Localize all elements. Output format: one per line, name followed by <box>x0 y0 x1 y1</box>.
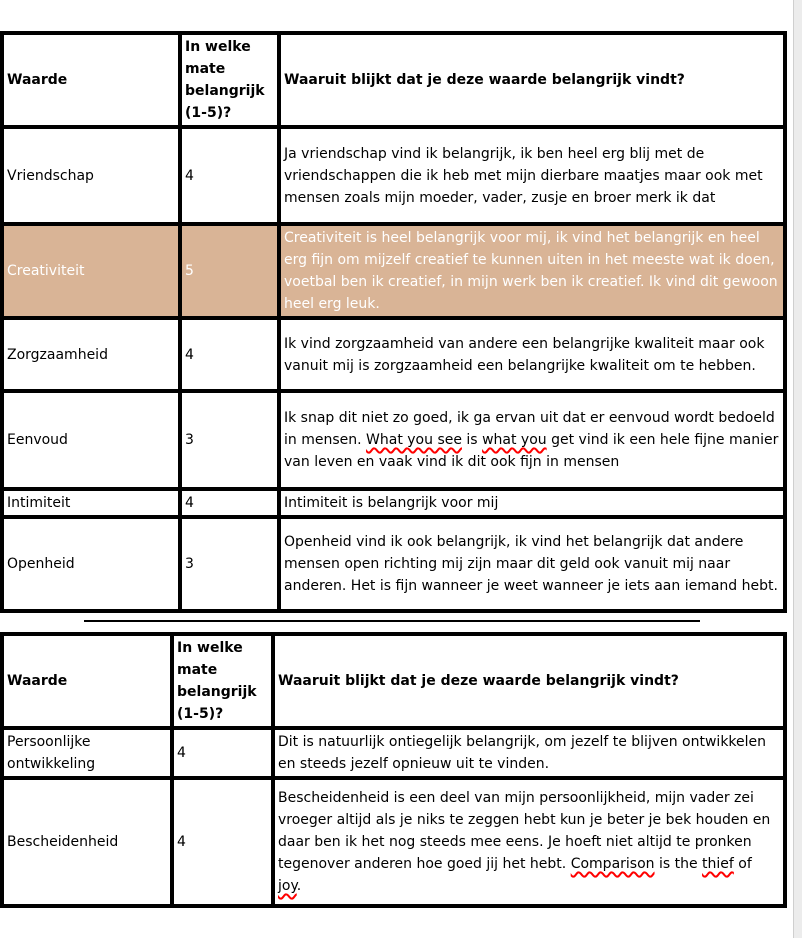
header-waarde[interactable]: Waarde <box>2 33 180 127</box>
waarde-cell[interactable]: Openheid <box>2 517 180 611</box>
score-cell[interactable]: 3 <box>180 391 279 489</box>
description-text: Intimiteit is belangrijk voor mij <box>284 495 499 511</box>
scrollbar-track[interactable] <box>793 0 802 938</box>
header-toelichting[interactable]: Waaruit blijkt dat je deze waarde belangrijk vindt? <box>279 33 785 127</box>
description-cell[interactable] <box>279 489 785 517</box>
misspelled-text: thief <box>702 856 734 872</box>
description-cell[interactable] <box>279 224 785 318</box>
description-cell[interactable] <box>279 391 785 489</box>
table-row <box>2 517 785 611</box>
description-cell[interactable] <box>279 318 785 391</box>
score-cell[interactable]: 4 <box>172 728 273 778</box>
waarde-cell[interactable]: Intimiteit <box>2 489 180 517</box>
score-cell[interactable]: 3 <box>180 517 279 611</box>
description-text: Ja vriendschap vind ik belangrijk, ik ben heel erg blij met de vriendschappen die ik heb met mijn dierbare maatjes maar ook met mensen zoals mijn moeder, vader, zusje en broer merk ik dat <box>284 145 763 206</box>
description-cell[interactable] <box>279 517 785 611</box>
misspelled-text: what you <box>482 432 547 448</box>
table-header-row <box>2 634 785 728</box>
table-row <box>2 778 785 906</box>
description-text: is <box>461 432 483 448</box>
score-cell[interactable]: 4 <box>172 778 273 906</box>
waarde-cell[interactable]: Bescheidenheid <box>2 778 172 906</box>
table-row <box>2 127 785 224</box>
header-waarde[interactable]: Waarde <box>2 634 172 728</box>
waarde-cell[interactable]: Vriendschap <box>2 127 180 224</box>
misspelled-text: Comparison <box>570 856 655 872</box>
score-cell[interactable]: 4 <box>180 489 279 517</box>
description-text: Creativiteit is heel belangrijk voor mij, ik vind het belangrijk en heel erg fijn om mijzelf creatief te kunnen uiten in het meeste wat ik doen, voetbal ben ik creatief, in mijn werk ben ik creatief. Ik vind dit gewoon heel erg leuk. <box>284 230 778 312</box>
misspelled-text: What you see <box>366 432 462 448</box>
header-toelichting[interactable]: Waaruit blijkt dat je deze waarde belangrijk vindt? <box>273 634 785 728</box>
score-cell[interactable]: 4 <box>180 127 279 224</box>
separator-line <box>84 620 700 622</box>
waarde-cell[interactable]: Zorgzaamheid <box>2 318 180 391</box>
description-text: Openheid vind ik ook belangrijk, ik vind het belangrijk dat andere mensen open richting mij zijn maar dit geld ook vanuit mij naar anderen. Het is fijn wanneer je weet wanneer je iets aan iemand hebt. <box>284 534 778 594</box>
description-text: get vind ik een hele fijne manier van leven en vaak vind ik dit ook fijn in mensen <box>284 432 779 470</box>
table-header-row <box>2 33 785 127</box>
description-text: Dit is natuurlijk ontiegelijk belangrijk, om jezelf te blijven ontwikkelen en steeds jezelf opnieuw uit te vinden. <box>278 734 767 772</box>
table-row <box>2 728 785 778</box>
description-text: Bescheidenheid is een deel van mijn persoonlijkheid, mijn vader zei vroeger altijd als je niks te zeggen hebt kun je beter je bek houden en daar ben ik het nog steeds mee eens. Je hoeft niet altijd te pronken tegenover anderen hoe goed jij het hebt. <box>278 790 771 872</box>
description-text: of <box>733 856 752 872</box>
waarde-cell[interactable]: Eenvoud <box>2 391 180 489</box>
table-row <box>2 318 785 391</box>
table-row <box>2 224 785 318</box>
values-table-1 <box>0 31 787 613</box>
description-text: Ik vind zorgzaamheid van andere een belangrijke kwaliteit maar ook vanuit mij is zorgzaamheid een belangrijke kwaliteit om te hebben. <box>284 335 765 374</box>
score-cell[interactable]: 4 <box>180 318 279 391</box>
description-text: Ik snap dit niet zo goed, ik ga ervan uit dat er eenvoud wordt bedoeld in mensen. <box>284 410 775 448</box>
misspelled-text: joy <box>278 878 297 894</box>
table-row <box>2 489 785 517</box>
description-cell[interactable] <box>273 728 785 778</box>
header-mate[interactable]: In welke mate belangrijk (1-5)? <box>172 634 273 728</box>
description-text: . <box>296 878 302 894</box>
waarde-cell[interactable]: Creativiteit <box>2 224 180 318</box>
header-mate[interactable]: In welke mate belangrijk (1-5)? <box>180 33 279 127</box>
description-cell[interactable] <box>279 127 785 224</box>
values-table-2 <box>0 632 787 908</box>
description-cell[interactable] <box>273 778 785 906</box>
table-row <box>2 391 785 489</box>
table-separator <box>0 613 802 632</box>
score-cell[interactable]: 5 <box>180 224 279 318</box>
waarde-cell[interactable]: Persoonlijke ontwikkeling <box>2 728 172 778</box>
description-text: is the <box>654 856 703 872</box>
